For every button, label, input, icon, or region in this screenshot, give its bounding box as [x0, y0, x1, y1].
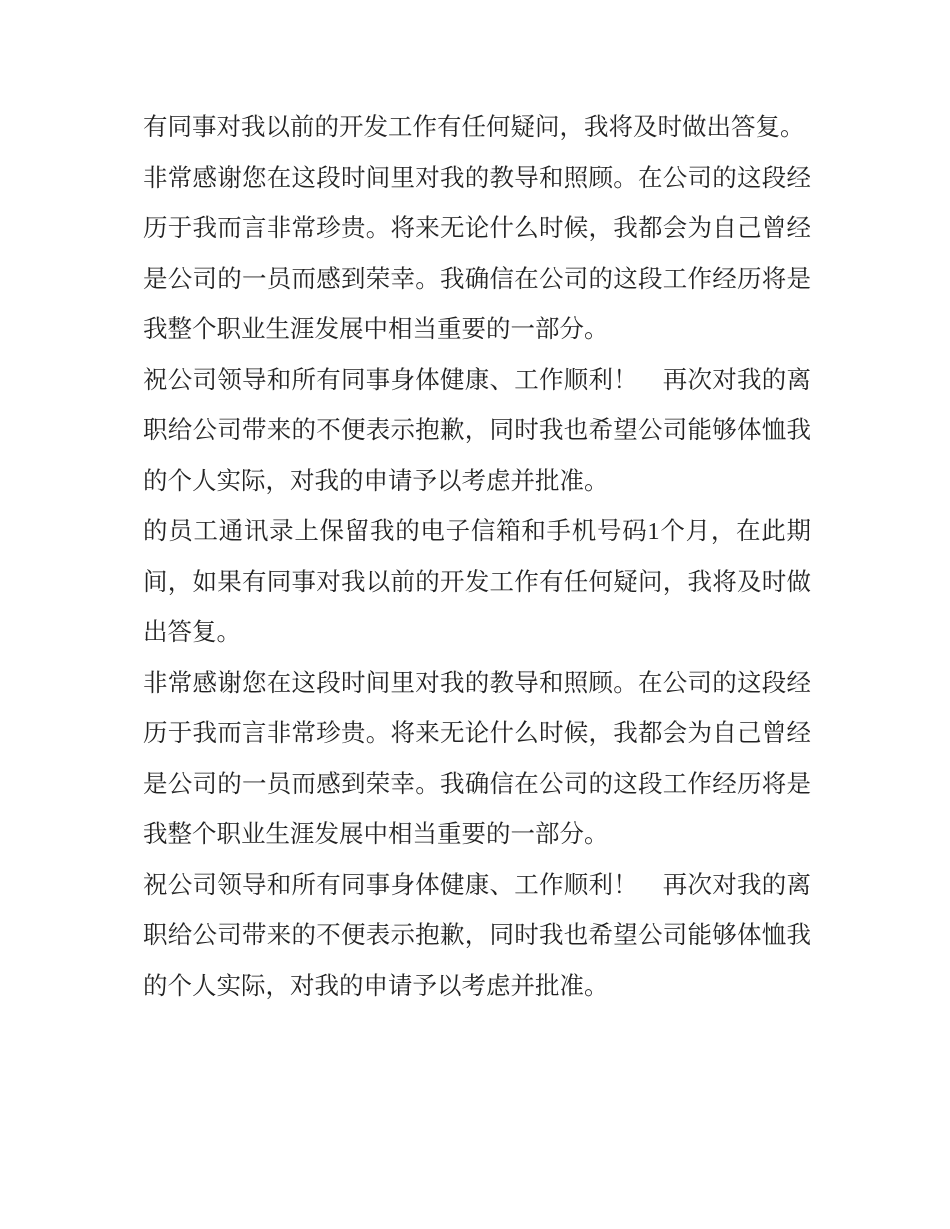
letter-body — [143, 103, 811, 1012]
text-line: 间，如果有同事对我以前的开发工作有任何疑问，我将及时做 — [143, 568, 811, 596]
text-line: 的个人实际，对我的申请予以考虑并批准。 — [143, 467, 609, 495]
text-line: 是公司的一员而感到荣幸。我确信在公司的这段工作经历将是 — [143, 770, 811, 798]
text-line: 历于我而言非常珍贵。将来无论什么时候，我都会为自己曾经 — [143, 720, 811, 747]
text-line: 的个人实际，对我的申请予以考虑并批准。 — [143, 972, 609, 1000]
text-line: 历于我而言非常珍贵。将来无论什么时候，我都会为自己曾经 — [143, 215, 811, 242]
text-line: 有同事对我以前的开发工作有任何疑问，我将及时做出答复。 — [143, 114, 805, 141]
text-line: 的员工通讯录上保留我的电子信箱和手机号码1个月，在此期 — [143, 518, 811, 545]
text-line: 非常感谢您在这段时间里对我的教导和照顾。在公司的这段经 — [143, 669, 811, 697]
text-line: 我整个职业生涯发展中相当重要的一部分。 — [143, 316, 609, 343]
text-line: 我整个职业生涯发展中相当重要的一部分。 — [143, 821, 609, 848]
text-line: 职给公司带来的不便表示抱歉，同时我也希望公司能够体恤我 — [143, 417, 811, 444]
text-line: 职给公司带来的不便表示抱歉，同时我也希望公司能够体恤我 — [143, 922, 811, 949]
text-line: 祝公司领导和所有同事身体健康、工作顺利！ 再次对我的离 — [143, 871, 811, 899]
text-line: 是公司的一员而感到荣幸。我确信在公司的这段工作经历将是 — [143, 265, 811, 293]
text-line: 祝公司领导和所有同事身体健康、工作顺利！ 再次对我的离 — [143, 366, 811, 394]
text-line: 出答复。 — [143, 619, 241, 646]
text-line: 非常感谢您在这段时间里对我的教导和照顾。在公司的这段经 — [143, 164, 811, 192]
